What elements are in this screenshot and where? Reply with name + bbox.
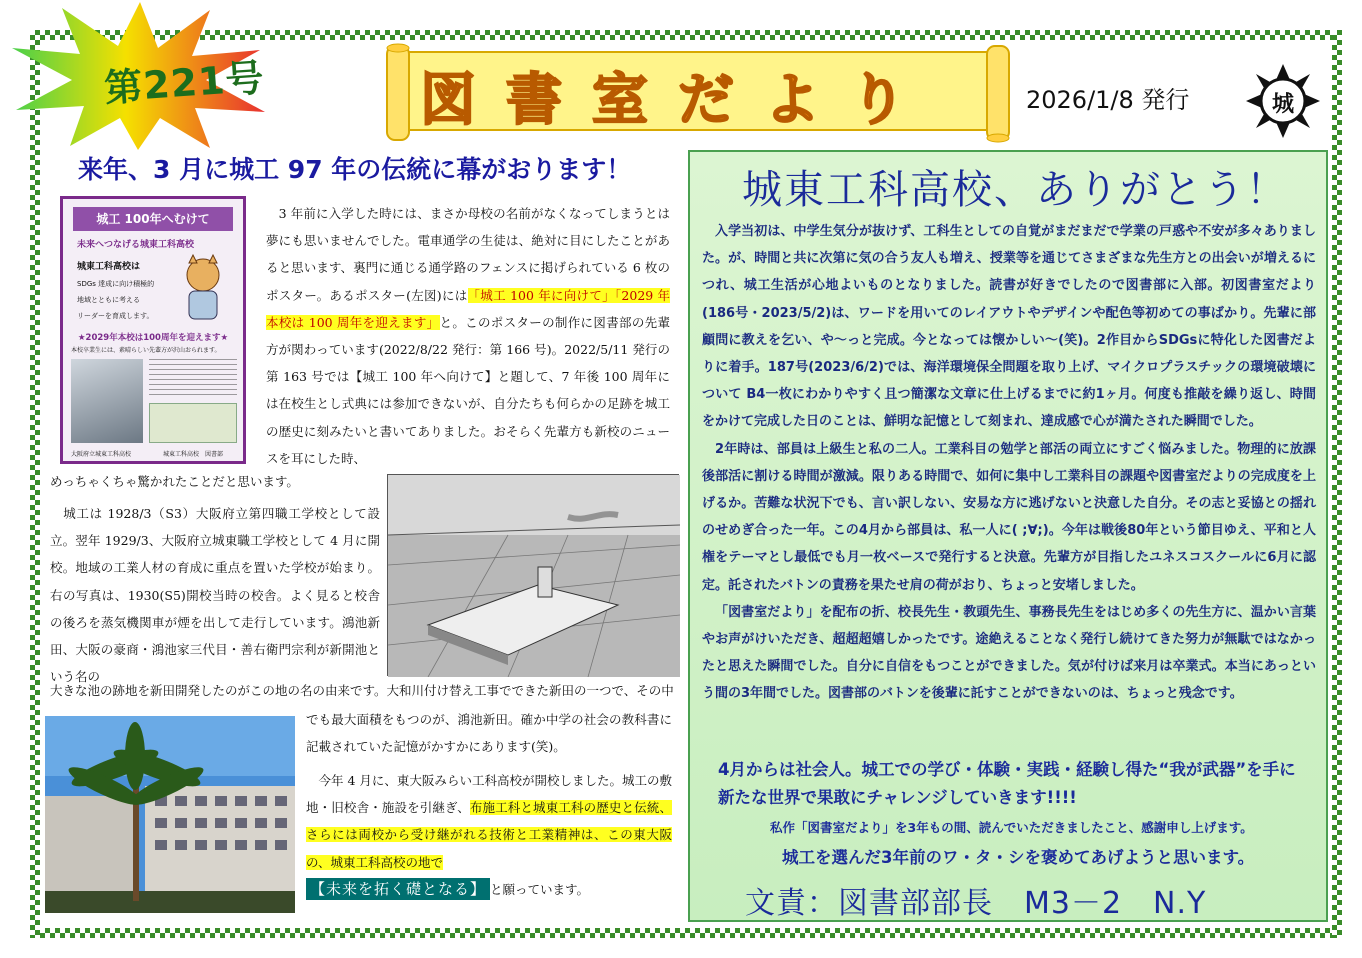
old-school-photo [387,474,679,676]
issue-date: 2026/1/8 発行 [1026,86,1190,114]
right-para3: 「図書室だより」を配布の折、校長先生・教頭先生、事務長先生をはじめ多くの先生方に、温かい言葉やお声がけいただき、超超超嬉しかったです。途絶えることなく発行し続けてきた努力が無駄ではなかったと思えた瞬間でした。自分に自信をもつことができました。気が付けば来月は卒業式。本当にあっという間の3年間でした。図書部のバトンを後輩に託すことができないのは、ちょっと残念です。 [702,604,1316,702]
left-para1 [266,200,670,472]
closing-line1: 4月からは社会人。城工での学び・体験・実践・経験し得た“我が武器”を手に [718,760,1296,779]
left-para3-highlight: 布施工科と城東工科の歴史と伝統、さらには両校から受け継がれる技術と工業精神は、この東大阪の、城東工科高校の地で [306,800,672,870]
left-para1-highlight: 「城工 100 年に向けて」「2029 年本校は 100 周年を迎えます」 [266,287,670,330]
emblem-character: 城 [1271,92,1294,117]
left-para2-b: 大きな池の跡地を新田開発したのがこの地の名の由来です。大和川付け替え工事でできた新田の一つで、その中 [50,683,674,698]
newsletter-title: 図書室だより [420,68,936,133]
signature: 文責：図書部部長 M3－2 N.Y [745,886,1207,921]
poster-line3: 地域とともに考える [77,296,140,304]
poster-illustration [149,403,237,443]
poster-line2: SDGs 達成に向け積極的 [77,280,155,288]
poster-text-block [149,359,237,399]
mascot-dog-icon [173,253,233,323]
poster-line1: 城東工科高校は [77,262,141,272]
poster-subtitle: 未来へつなげる城東工科高校 [77,240,195,250]
border-left [30,30,40,938]
thanks-line: 私作「図書室だより」を3年もの間、読んでいただきましたこと、感謝申し上げます。 [770,820,1253,835]
poster-small: 本校卒業生には、素晴らしい先輩方が沢山おられます。 [71,347,221,354]
poster-image [60,196,246,464]
left-para2-c: でも最大面積をもつのが、鴻池新田。確か中学の社会の教科書に記載されていた記憶がかすかにあります(笑)。 [306,712,672,755]
right-para1: 入学当初は、中学生気分が抜けず、工科生としての自覚がまだまだで学業の戸惑や不安が多々ありました。が、時間と共に次第に気の合う友人も増え、授業等を通じてさまざまな先生方との出会いが増えるにつれ、城工生活が心地よいものとなりました。読書が好きでしたので図書部に入部。初図書室だより(186号・2023/5/2)は、ワードを用いてのレイアウトやデザインや配色等初めての事ばかり。先輩に部顧問に教えを乞い、や～っと完成。今となっては懐かしい～(笑)。2作目からSDGsに特化した図書だよりに着手。187号(2023/6/2)では、海洋環境保全問題を取り上げ、マイクロプラスチックの環境破壊について B4一枚にわかりやすく且つ簡潔な文章に仕上げるまでに約1ヶ月。何度も推敲を繰り返し、時間をかけて完成した日のことは、鮮明な記憶として刻まれ、達成感で心が満たされた瞬間でした。 [702,224,1316,430]
poster-banner: ★2029年本校は100周年を迎えます★ [77,333,229,343]
right-para2: 2年時は、部員は上級生と私の二人。工業科目の勉学と部活の両立にすごく悩みました。物理的に放課後部活に割ける時間が激減。限りある時間で、如何に集中し工業科目の課題や図書室だよりの完成度を上げるか。苦難な状況下でも、言い訳しない、安易な方に逃げないと決意した自分。その志と妥協との揺れのせめぎ合った一年。この4月から部員は、私一人に( ;∀;)。今年は戦後80年という節目ゆえ、平和と人権をテーマとし最低でも月一枚ベースで発行すると決意。先輩方が目指したユネスコスクールに6月に認定。託されたバトンの責務を果たせ肩の荷がおり、ちょっと安堵しました。 [702,441,1316,593]
left-para2: 城工は 1928/3（S3）大阪府立第四職工学校として設立。翌年 1929/3、大阪府立城東職工学校として 4 月に開校。地域の工業人材の育成に重点を置いた学校が始まり。右の写真は、1930(S5)開校当時の校舎。よく見ると校舎の後ろを蒸気機関車が煙を出して走行しています。鴻池新田、大阪の豪商・鴻池家三代目・善右衛門宗利が新開池という名の [50,506,380,685]
poster-photo [71,359,143,443]
poster-title: 城工 100年へむけて [73,207,233,231]
poster-footer-left: 大阪府立城東工科高校 [71,451,132,458]
school-building-photo [45,716,295,913]
left-para3-end: と願っています。 [490,881,590,897]
left-headline: 来年、3 月に城工 97 年の伝統に幕がおります！ [78,155,632,184]
proud-line: 城工を選んだ3年前のワ・タ・シを褒めてあげようと思います。 [782,848,1255,867]
border-bottom [30,928,1342,938]
left-para1-text-a: 3 年前に入学した時には、まさか母校の名前がなくなってしまうとは夢にも思いませんでした。電車通学の生徒は、絶対に目にしたことがあると思います、裏門に通じる通学路のフェンスに掲げられている 6 枚のポスター。あるポスター(左図)には [266,206,670,303]
right-body [702,218,1316,708]
left-para3-text: 今年 4 月に、東大阪みらい工科高校が開校しました。城工の敷地・旧校舎・施設を引継ぎ、 [306,773,672,816]
poster-line4: リーダーを育成します。 [77,312,154,320]
closing-line2: 新たな世界で果敢にチャレンジしていきます!!!! [718,788,1077,807]
right-title: 城東工科高校、ありがとう！ [742,167,1288,213]
left-para1-end: めっちゃくちゃ驚かれたことだと思います。 [50,474,299,489]
left-para3-teal-box: 【未来を拓く礎となる】 [306,878,490,900]
poster-footer-right: 城東工科高校 図書部 [163,451,224,458]
left-para1-text-b: と。このポスターの制作に図書部の先輩方が関わっています(2022/8/22 発行：第 166 号)。2022/5/11 発行の第 163 号では【城工 100 年へ向けて】と題して、7 年後 100 周年には在校生とし式典には参加できないが、自分たちも何らかの足跡を城工の歴史に刻みたいと書いてありました。おそらく先輩方も新校のニュースを耳にした時、 [266,314,670,466]
issue-number: 第221号 [102,55,266,111]
border-right [1332,30,1342,938]
left-para3 [306,767,672,903]
